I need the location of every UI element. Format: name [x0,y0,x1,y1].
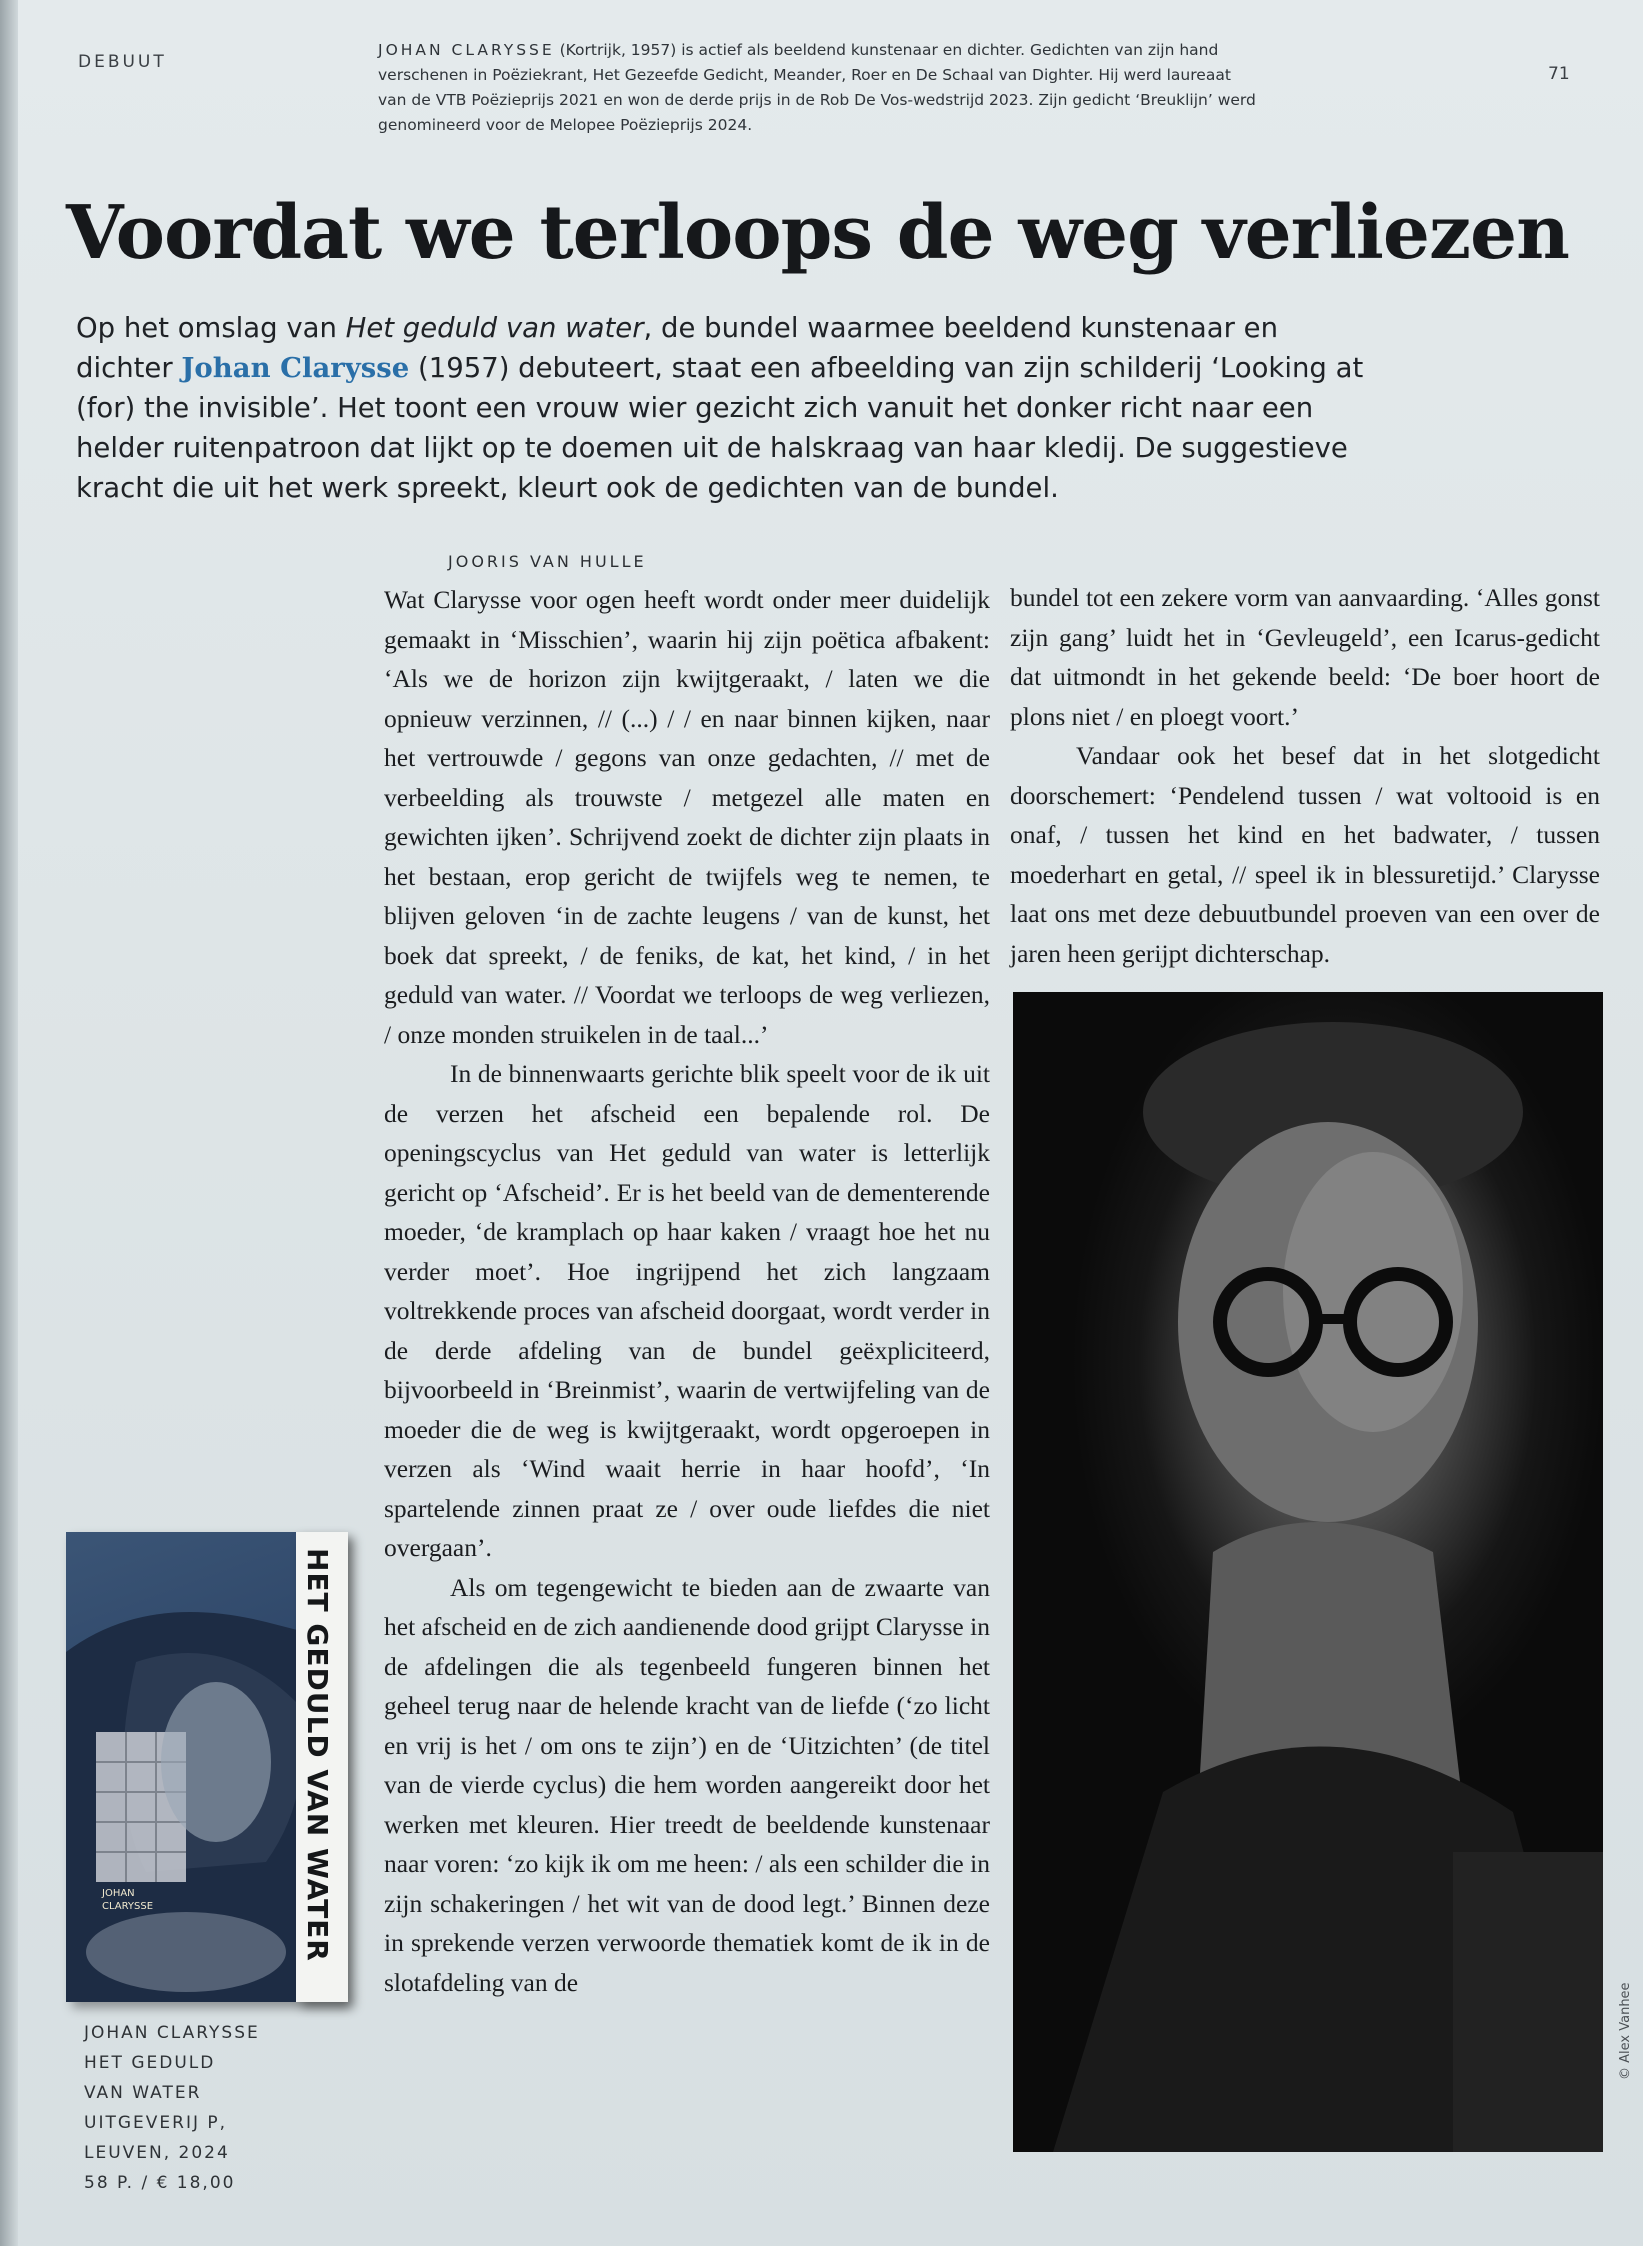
book-detail-line: JOHAN CLARYSSE [84,2023,260,2043]
portrait-illustration [1013,992,1603,2152]
cover-author-line: JOHAN [102,1888,135,1899]
book-detail-line: UITGEVERIJ P, [84,2113,228,2133]
bio-author-name: JOHAN CLARYSSE [378,41,555,59]
body-column-1 [384,580,990,2002]
lead-book-title: Het geduld van water [345,312,644,344]
book-detail-line: HET GEDULD [84,2053,216,2073]
lead-author-highlight: Johan Clarysse [181,352,410,384]
lead-text-3: (1957) debuteert, staat een afbeelding van zijn schilderij ‘Looking at (for) the invisible’. Het toont een vrouw wier gezicht zich vanuit het donker richt naar een helder ruitenpatroon dat lijkt op te doemen uit de halskraag van haar kledij. De suggestieve kracht die uit het werk spreekt, kleurt ook de gedichten van de bundel. [76,352,1364,504]
section-label: DEBUUT [78,52,167,72]
lead-text-2: , de bundel waarmee beeldend kunstenaar en dichter [76,312,1279,384]
magazine-page [18,0,1643,2246]
cover-author-line: CLARYSSE [102,1901,154,1912]
page-number: 71 [1548,64,1570,84]
paragraph: bundel tot een zekere vorm van aanvaarding. ‘Alles gonst zijn gang’ luidt het in ‘Gevleugeld’, een Icarus-gedicht dat uitmondt in het gekende beeld: ‘De boer hoort de plons niet / en ploegt voort.’ [1010,583,1600,731]
author-bio [378,38,1258,138]
paragraph: Als om tegengewicht te bieden aan de zwaarte van het afscheid en de zich aandienende dood grijpt Clarysse in de afdelingen die als tegenbeeld fungeren binnen het geheel terug naar de helende kracht van de liefde (‘zo licht en vrij is het / om ons te zijn’) en de ‘Uitzichten’ (de titel van de vierde cyclus) die hem worden aangereikt door het werken met kleuren. Hier treedt de beeldende kunstenaar naar voren: ‘zo kijk ik om me heen: / als een schilder die in zijn schakeringen / het wit van de dood legt.’ Binnen deze in sprekende verzen verwoorde thematiek komt de ik in de slotafdeling van de [384,1572,990,1997]
paragraph: Wat Clarysse voor ogen heeft wordt onder meer duidelijk gemaakt in ‘Misschien’, waarin hij zijn poëtica afbakent: ‘Als we de horizon zijn kwijtgeraakt, / laten we die opnieuw verzinnen, // (...) / / en naar binnen kijken, naar het vertrouwde / gegons van onze gedachten, // met de verbeelding als trouwste / metgezel alle maten en gewichten ijken’. Schrijvend zoekt de dichter zijn plaats in het bestaan, erop gericht de twijfels weg te nemen, te blijven geloven ‘in de zachte leugens / van de kunst, het boek dat spreekt, / de feniks, de kat, het kind, / in het geduld van water. // Voordat we terloops de weg verliezen, / onze monden struikelen in de taal...’ [384,585,990,1049]
paragraph: In de binnenwaarts gerichte blik speelt voor de ik uit de verzen het afscheid een bepalende rol. De openingscyclus van Het geduld van water is letterlijk gericht op ‘Afscheid’. Er is het beeld van de dementerende moeder, ‘de kramplach op haar kaken / vraagt hoe het nu verder moet’. Hoe ingrijpend het zich langzaam voltrekkende proces van afscheid doorgaat, wordt verder in de derde afdeling van de bundel geëxpliciteerd, bijvoorbeeld in ‘Breinmist’, waarin de vertwijfeling van de moeder die de weg is kwijtgeraakt, wordt opgeroepen in verzen als ‘Wind waait herrie in haar hoofd’, ‘In spartelende zinnen praat ze / over oude liefdes die niet overgaan’. [384,1059,990,1562]
paragraph: Vandaar ook het besef dat in het slotgedicht doorschemert: ‘Pendelend tussen / wat voltooid is en onaf, / tussen het kind en het badwater, / tussen moederhart en getal, // speel ik in blessuretijd.’ Clarysse laat ons met deze debuutbundel proeven van een over de jaren heen gerijpt dichterschap. [1010,741,1600,968]
lead-text-1: Op het omslag van [76,312,346,344]
book-detail-line: LEUVEN, 2024 [84,2143,230,2163]
photo-credit: © Alex Vanhee [1618,1982,1633,2080]
article-lead [76,308,1376,508]
book-detail-line: 58 P. / € 18,00 [84,2173,236,2193]
cover-author [102,1887,182,1913]
article-byline: JOORIS VAN HULLE [448,552,647,571]
body-column-2 [1010,578,1600,973]
article-headline: Voordat we terloops de weg verliezen [66,190,1569,276]
book-detail-line: VAN WATER [84,2083,202,2103]
bio-text: (Kortrijk, 1957) is actief als beeldend kunstenaar en dichter. Gedichten van zijn hand verschenen in Poëziekrant, Het Gezeefde Gedicht, Meander, Roer en De Schaal van Dighter. Hij werd laureaat van de VTB Poëzieprijs 2021 en won de derde prijs in de Rob De Vos-wedstrijd 2023. Zijn gedicht ‘Breuklijn’ werd genomineerd voor de Melopee Poëzieprijs 2024. [378,41,1256,134]
page-gutter [0,0,18,2246]
author-portrait-photo [1013,992,1603,2152]
book-spine-title: HET GEDULD VAN WATER [301,1548,334,1962]
book-details [84,2018,304,2198]
